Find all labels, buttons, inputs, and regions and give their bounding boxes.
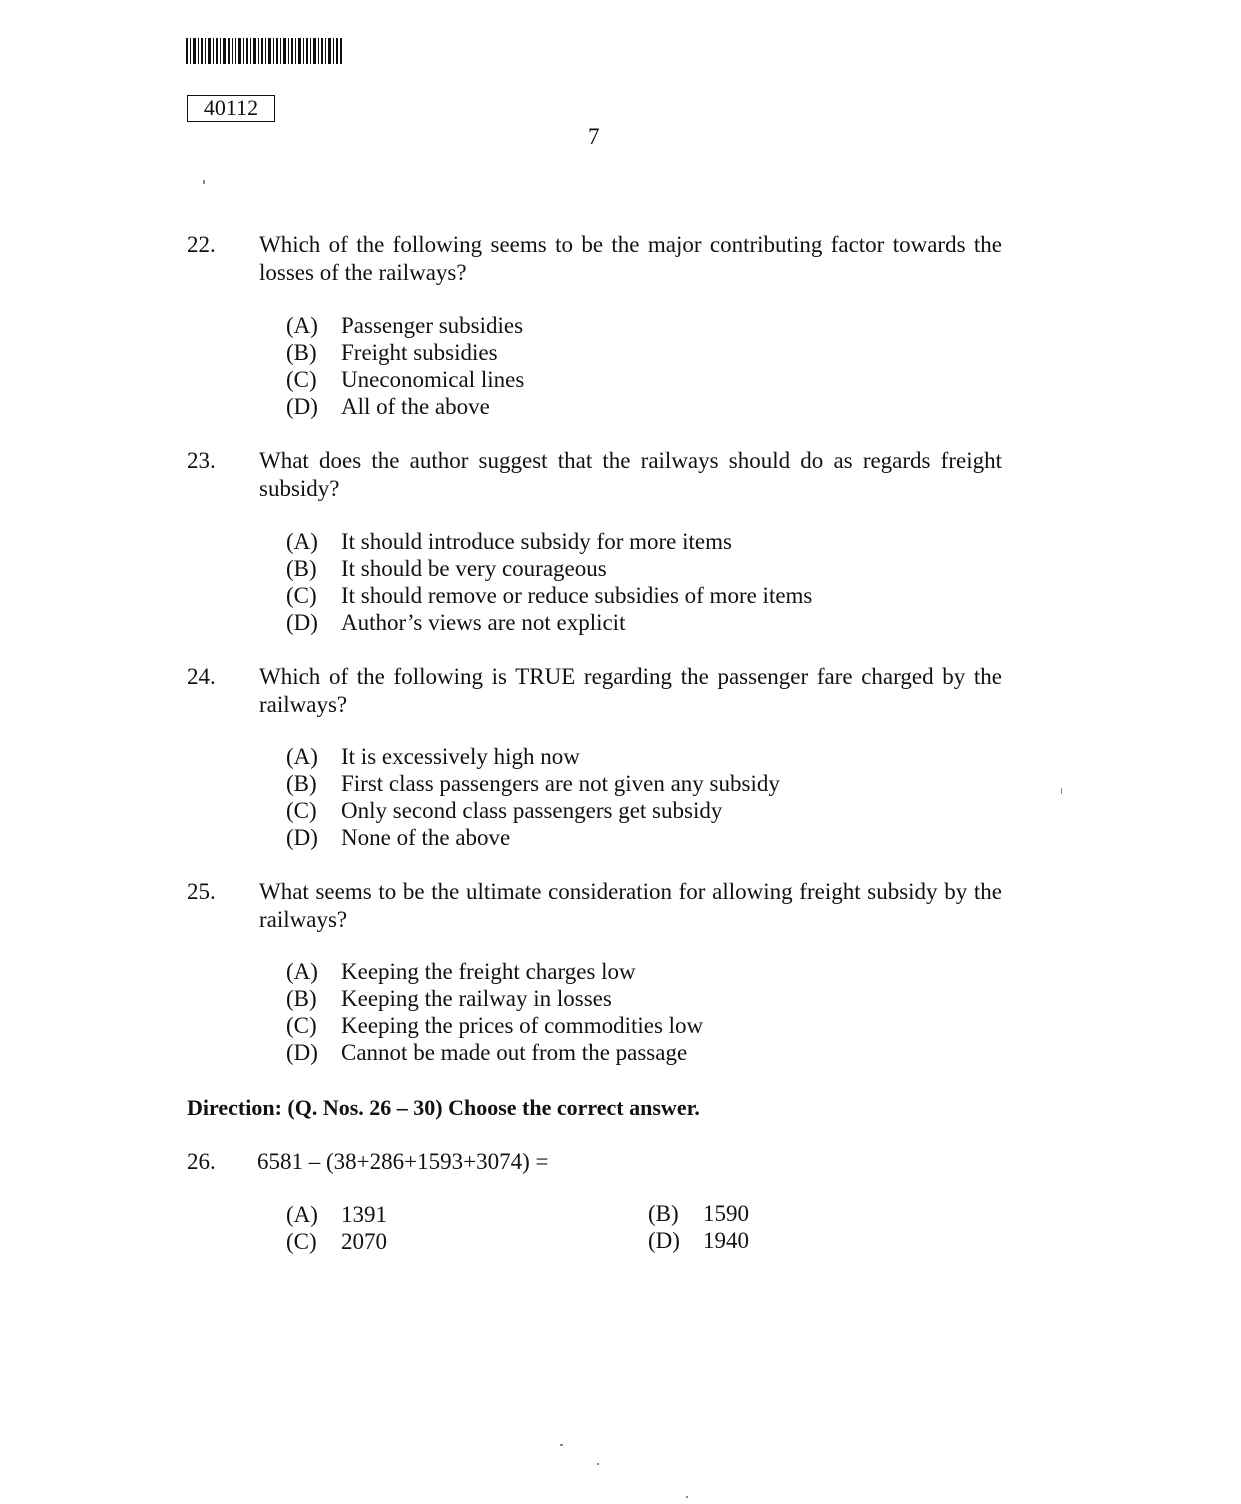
question-expression: 6581 – (38+286+1593+3074) = — [257, 1149, 549, 1174]
page-number: 7 — [588, 124, 600, 149]
option-text: 2070 — [341, 1229, 387, 1254]
option-text: Freight subsidies — [341, 340, 498, 365]
option-label: (A) — [286, 959, 318, 984]
option-label: (D) — [286, 394, 318, 419]
question-text: What does the author suggest that the railways should do as regards freight subsidy? — [259, 448, 1002, 501]
option-label: (D) — [286, 1040, 318, 1065]
option-label: (C) — [286, 798, 317, 823]
option-text: Author’s views are not explicit — [341, 610, 626, 635]
option-label: (C) — [286, 1013, 317, 1038]
option-label: (B) — [286, 340, 317, 365]
scan-speck — [1061, 788, 1062, 794]
option-text: 1940 — [703, 1228, 749, 1253]
option-text: 1391 — [341, 1202, 387, 1227]
option-text: 1590 — [703, 1201, 749, 1226]
question-number: 22. — [187, 232, 216, 257]
scan-speck — [560, 1444, 563, 1446]
option-text: Only second class passengers get subsidy — [341, 798, 723, 823]
question-number: 24. — [187, 664, 216, 689]
option-label: (A) — [286, 1202, 318, 1227]
scan-speck — [597, 1463, 599, 1465]
direction-heading: Direction: (Q. Nos. 26 – 30) Choose the correct answer. — [187, 1095, 700, 1120]
option-text: It should introduce subsidy for more items — [341, 529, 732, 554]
question-text: Which of the following seems to be the major contributing factor towards the losses of the railways? — [259, 232, 1002, 285]
option-text: Keeping the prices of commodities low — [341, 1013, 704, 1038]
option-label: (B) — [286, 986, 317, 1011]
option-label: (B) — [286, 771, 317, 796]
option-text: Uneconomical lines — [341, 367, 525, 392]
option-label: (A) — [286, 313, 318, 338]
option-text: It is excessively high now — [341, 744, 580, 769]
option-text: First class passengers are not given any subsidy — [341, 771, 780, 796]
option-label: (D) — [648, 1228, 680, 1253]
option-text: Cannot be made out from the passage — [341, 1040, 688, 1065]
option-text: All of the above — [341, 394, 490, 419]
option-text: Keeping the freight charges low — [341, 959, 636, 984]
option-label: (C) — [286, 583, 317, 608]
option-text: Passenger subsidies — [341, 313, 524, 338]
option-text: Keeping the railway in losses — [341, 986, 612, 1011]
option-label: (D) — [286, 825, 318, 850]
option-label: (A) — [286, 529, 318, 554]
question-number: 25. — [187, 879, 216, 904]
paper-code: 40112 — [187, 95, 275, 122]
scan-speck — [686, 1496, 688, 1498]
scan-speck — [203, 180, 205, 184]
option-label: (C) — [286, 1229, 317, 1254]
option-text: None of the above — [341, 825, 511, 850]
question-text: Which of the following is TRUE regarding the passenger fare charged by the railways? — [259, 664, 1002, 717]
option-text: It should remove or reduce subsidies of more items — [341, 583, 813, 608]
option-label: (A) — [286, 744, 318, 769]
question-number: 23. — [187, 448, 216, 473]
option-label: (C) — [286, 367, 317, 392]
barcode — [186, 38, 342, 64]
option-label: (B) — [286, 556, 317, 581]
question-number: 26. — [187, 1149, 216, 1174]
option-label: (B) — [648, 1201, 679, 1226]
question-text: What seems to be the ultimate consideration for allowing freight subsidy by the railways? — [259, 879, 1002, 932]
option-text: It should be very courageous — [341, 556, 607, 581]
option-label: (D) — [286, 610, 318, 635]
